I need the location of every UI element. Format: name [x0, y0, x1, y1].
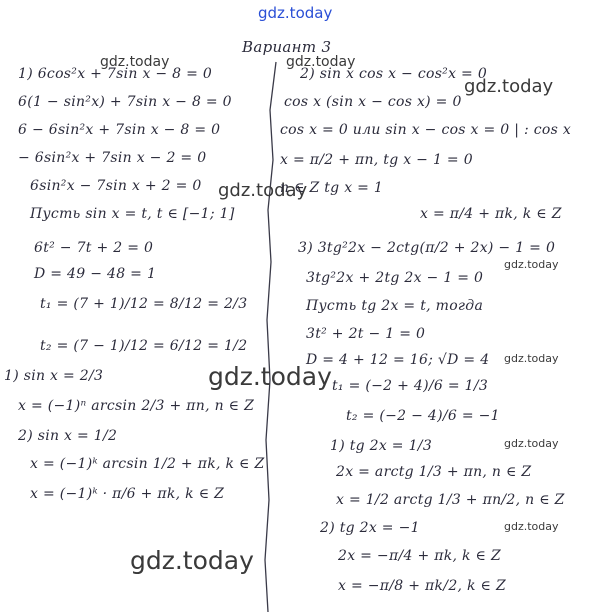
right-line: 3t² + 2t − 1 = 0	[306, 326, 426, 342]
right-line: D = 4 + 12 = 16; √D = 4	[306, 352, 490, 368]
watermark-top: gdz.today	[258, 4, 333, 22]
left-line: 6t² − 7t + 2 = 0	[34, 240, 154, 256]
right-line: t₂ = (−2 − 4)/6 = −1	[346, 408, 500, 424]
left-line: 6sin²x − 7sin x + 2 = 0	[30, 178, 202, 194]
left-line: − 6sin²x + 7sin x − 2 = 0	[18, 150, 207, 166]
right-line: Пусть tg 2x = t, тогда	[306, 298, 484, 314]
variant-title: Вариант 3	[242, 38, 332, 56]
watermark: gdz.today	[504, 258, 559, 271]
right-line: 2x = −π/4 + πk, k ∈ Z	[338, 548, 501, 564]
watermark: gdz.today	[464, 76, 554, 97]
right-line: n ∈ Z tg x = 1	[280, 180, 384, 196]
right-line: 3) 3tg²2x − 2ctg(π/2 + 2x) − 1 = 0	[298, 240, 556, 256]
right-line: x = π/4 + πk, k ∈ Z	[420, 206, 562, 222]
right-line: 2x = arctg 1/3 + πn, n ∈ Z	[336, 464, 532, 480]
left-line: Пусть sin x = t, t ∈ [−1; 1]	[30, 206, 235, 222]
watermark: gdz.today	[130, 546, 254, 575]
left-line: x = (−1)ᵏ · π/6 + πk, k ∈ Z	[30, 486, 225, 502]
right-line: 3tg²2x + 2tg 2x − 1 = 0	[306, 270, 484, 286]
watermark: gdz.today	[504, 520, 559, 533]
left-line: t₁ = (7 + 1)/12 = 8/12 = 2/3	[40, 296, 248, 312]
left-line: 2) sin x = 1/2	[18, 428, 118, 444]
left-line: D = 49 − 48 = 1	[34, 266, 157, 282]
left-line: x = (−1)ᵏ arcsin 1/2 + πk, k ∈ Z	[30, 456, 265, 472]
watermark: gdz.today	[286, 54, 356, 70]
right-line: cos x = 0 или sin x − cos x = 0 | : cos x	[280, 122, 572, 138]
right-line: 2) tg 2x = −1	[320, 520, 420, 536]
left-line: x = (−1)ⁿ arcsin 2/3 + πn, n ∈ Z	[18, 398, 255, 414]
watermark: gdz.today	[504, 437, 559, 450]
right-line: t₁ = (−2 + 4)/6 = 1/3	[332, 378, 489, 394]
left-line: 6 − 6sin²x + 7sin x − 8 = 0	[18, 122, 221, 138]
right-line: x = π/2 + πn, tg x − 1 = 0	[280, 152, 473, 168]
watermark: gdz.today	[218, 180, 308, 201]
left-line: 1) sin x = 2/3	[4, 368, 104, 384]
right-line: x = 1/2 arctg 1/3 + πn/2, n ∈ Z	[336, 492, 565, 508]
right-line: x = −π/8 + πk/2, k ∈ Z	[338, 578, 506, 594]
watermark: gdz.today	[504, 352, 559, 365]
watermark: gdz.today	[100, 54, 170, 70]
left-line: 6(1 − sin²x) + 7sin x − 8 = 0	[18, 94, 232, 110]
watermark: gdz.today	[208, 362, 332, 391]
left-line: 1) 6cos²x + 7sin x − 8 = 0	[18, 66, 213, 82]
right-line: 1) tg 2x = 1/3	[330, 438, 433, 454]
left-line: t₂ = (7 − 1)/12 = 6/12 = 1/2	[40, 338, 248, 354]
right-line: cos x (sin x − cos x) = 0	[284, 94, 462, 110]
right-line: 2) sin x cos x − cos²x = 0	[300, 66, 488, 82]
